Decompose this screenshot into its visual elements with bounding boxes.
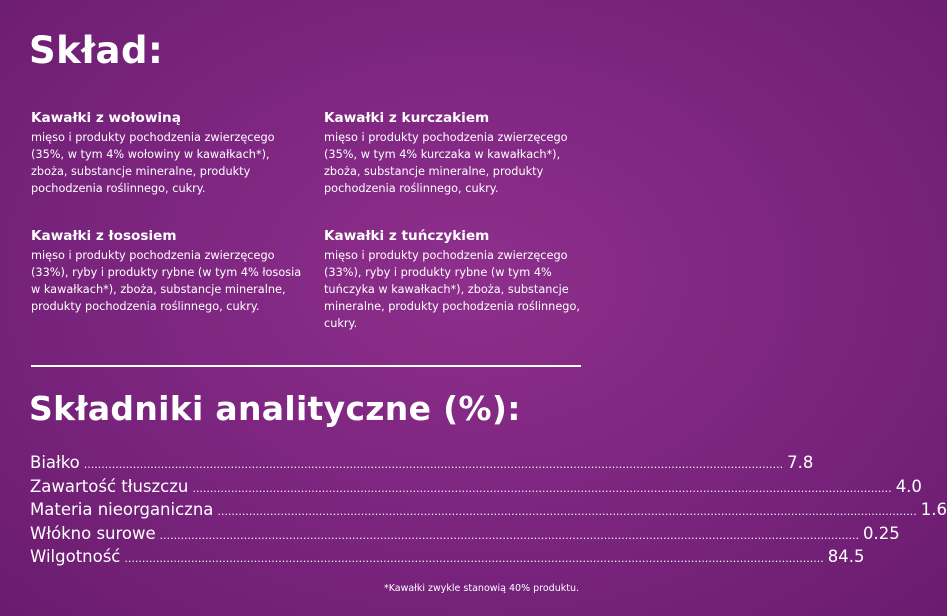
composition-item-tuna <box>324 228 599 332</box>
dot-leader: ........................................................................................................................................................................................................ <box>83 458 784 471</box>
analytical-label: Zawartość tłuszczu <box>30 476 189 496</box>
composition-item-beef <box>31 110 306 197</box>
dot-leader: ........................................................................................................................................................................................................ <box>124 552 824 565</box>
analytical-title: Składniki analityczne (%): <box>29 389 521 428</box>
analytical-label: Materia nieorganiczna <box>30 500 214 519</box>
composition-item-description: mięso i produkty pochodzenia zwierzęcego (35%, w tym 4% wołowiny w kawałkach*), zboża, substancje mineralne, produkty pochodzenia roślinnego, cukry. <box>31 131 275 195</box>
composition-title: Skład: <box>29 29 164 72</box>
composition-item-description: mięso i produkty pochodzenia zwierzęcego (33%), ryby i produkty rybne (w tym 4% tuńczyka w kawałkach*), zboża, substancje mineralne, produkty pochodzenia roślinnego, cukry. <box>324 249 580 330</box>
analytical-row-fibre <box>30 522 900 546</box>
composition-item-name: Kawałki z wołowiną <box>31 110 181 126</box>
analytical-table <box>30 451 947 569</box>
analytical-row-protein <box>30 451 814 475</box>
composition-item-salmon <box>31 228 306 315</box>
analytical-label: Wilgotność <box>30 547 121 566</box>
analytical-value: 1.6 <box>920 500 947 519</box>
analytical-value: 4.0 <box>895 476 922 496</box>
analytical-row-ash <box>30 498 947 522</box>
composition-item-name: Kawałki z tuńczykiem <box>324 228 490 244</box>
composition-item-description: mięso i produkty pochodzenia zwierzęcego (35%, w tym 4% kurczaka w kawałkach*), zboża, substancje mineralne, produkty pochodzenia roślinnego, cukry. <box>324 131 568 195</box>
footnote: *Kawałki zwykle stanowią 40% produktu. <box>383 583 579 594</box>
dot-leader: ........................................................................................................................................................................................................ <box>192 481 892 495</box>
dot-leader: ........................................................................................................................................................................................................ <box>159 528 859 542</box>
analytical-row-moisture <box>30 545 865 569</box>
section-divider <box>31 365 581 367</box>
dot-leader: ........................................................................................................................................................................................................ <box>217 505 917 518</box>
analytical-label: Włókno surowe <box>30 523 156 543</box>
analytical-value: 0.25 <box>863 523 900 543</box>
analytical-value: 7.8 <box>787 453 814 472</box>
analytical-value: 84.5 <box>827 547 865 566</box>
analytical-label: Białko <box>30 453 80 472</box>
composition-item-description: mięso i produkty pochodzenia zwierzęcego (33%), ryby i produkty rybne (w tym 4% łososia w kawałkach*), zboża, substancje mineralne, produkty pochodzenia roślinnego, cukry. <box>31 249 302 313</box>
composition-item-name: Kawałki z łososiem <box>31 228 177 244</box>
composition-item-name: Kawałki z kurczakiem <box>324 110 490 126</box>
analytical-row-fat <box>30 475 922 499</box>
composition-item-chicken <box>324 110 599 197</box>
